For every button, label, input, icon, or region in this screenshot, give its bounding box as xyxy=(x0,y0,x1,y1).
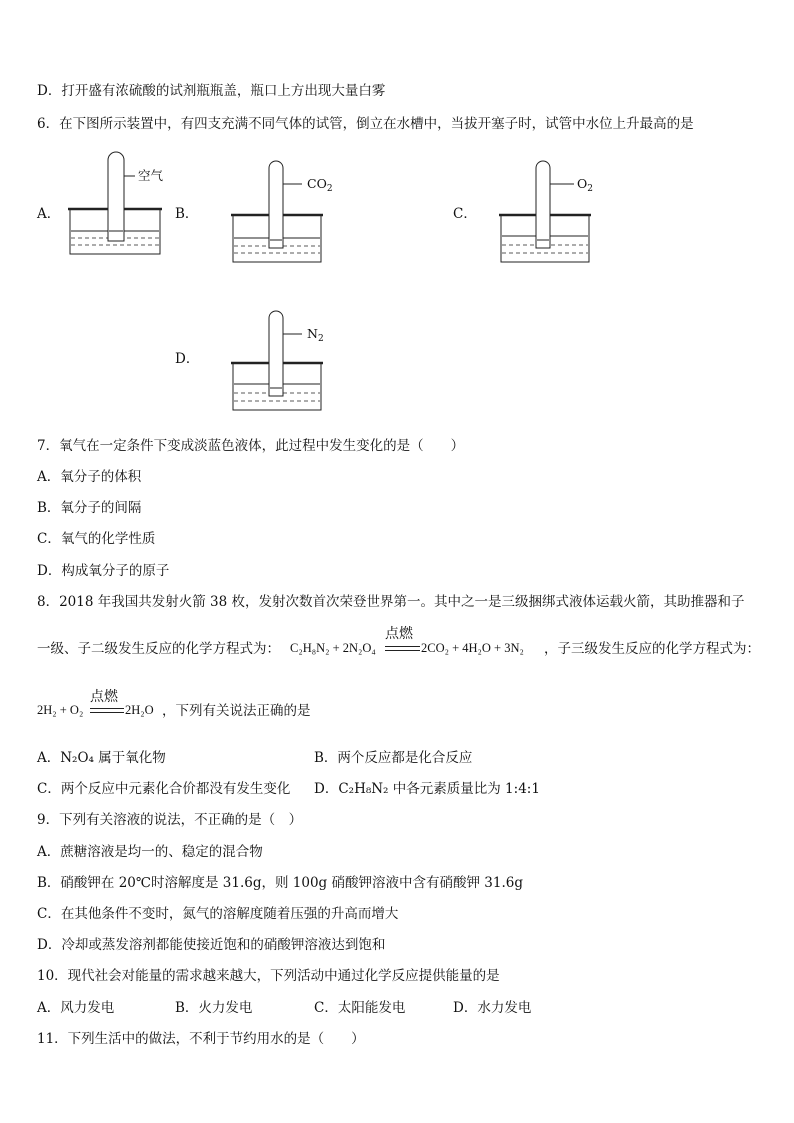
q10-option-c: C．太阳能发电 xyxy=(314,1000,406,1016)
q8-stem-line3-suffix: ，下列有关说法正确的是 xyxy=(162,703,311,719)
apparatus-c-diagram xyxy=(496,156,596,266)
gas-label-a: 空气 xyxy=(138,168,164,183)
q10-option-b: B．火力发电 xyxy=(175,1000,253,1016)
q9-option-c: C．在其他条件不变时，氮气的溶解度随着压强的升高而增大 xyxy=(37,906,399,922)
q6-option-c-letter: C． xyxy=(453,206,477,222)
q8-stem-line1: 8．2018 年我国共发射火箭 38 枚，发射次数首次荣登世界第一。其中之一是三级捆绑式液体运载火箭，其助推器和子 xyxy=(37,594,745,610)
q6-option-b-letter: B． xyxy=(175,206,199,222)
q10-option-d: D．水力发电 xyxy=(453,1000,532,1016)
q9-stem: 9．下列有关溶液的说法，不正确的是（ ） xyxy=(37,812,303,828)
equation-1-condition: 点燃 xyxy=(385,626,413,642)
q9-option-d: D．冷却或蒸发溶剂都能使接近饱和的硝酸钾溶液达到饱和 xyxy=(37,937,386,953)
equation-2-products: 2H₂O xyxy=(125,703,154,717)
q7-option-a: A．氧分子的体积 xyxy=(37,469,142,485)
equation-2-sign xyxy=(90,708,124,713)
q9-option-a: A．蔗糖溶液是均一的、稳定的混合物 xyxy=(37,844,263,860)
q8-stem-line2-suffix: ，子三级发生反应的化学方程式为： xyxy=(544,641,760,657)
apparatus-b-diagram xyxy=(228,156,328,266)
q8-option-b: B．两个反应都是化合反应 xyxy=(314,750,473,766)
q6-option-a-letter: A． xyxy=(37,206,61,222)
q5-option-d: D．打开盛有浓硫酸的试剂瓶瓶盖，瓶口上方出现大量白雾 xyxy=(37,83,386,99)
q6-stem: 6．在下图所示装置中，有四支充满不同气体的试管，倒立在水槽中，当拔开塞子时，试管中水位上升最高的是 xyxy=(37,116,694,132)
gas-label-c: $O_2$ xyxy=(577,176,593,194)
equation-2-condition: 点燃 xyxy=(90,689,118,705)
q7-option-d: D．构成氧分子的原子 xyxy=(37,563,170,579)
q8-option-a: A．N₂O₄ 属于氧化物 xyxy=(37,750,166,766)
q7-option-b: B．氧分子的间隔 xyxy=(37,500,142,516)
q8-option-d: D．C₂H₈N₂ 中各元素质量比为 1:4:1 xyxy=(314,781,540,797)
apparatus-a-diagram xyxy=(65,148,175,258)
equation-2-reactants: 2H₂ + O₂ xyxy=(37,703,84,717)
q7-stem: 7．氧气在一定条件下变成淡蓝色液体，此过程中发生变化的是（ ） xyxy=(37,438,465,454)
gas-label-b: $CO_2$ xyxy=(307,176,333,194)
equation-1-products: 2CO₂ + 4H₂O + 3N₂ xyxy=(421,641,524,655)
q10-option-a: A．风力发电 xyxy=(37,1000,115,1016)
gas-label-d: $N_2$ xyxy=(307,326,324,344)
q8-option-c: C．两个反应中元素化合价都没有发生变化 xyxy=(37,781,291,797)
q7-option-c: C．氧气的化学性质 xyxy=(37,531,156,547)
q11-stem: 11．下列生活中的做法，不利于节约用水的是（ ） xyxy=(37,1031,365,1047)
equation-1-reactants: C₂H₈N₂ + 2N₂O₄ xyxy=(290,641,376,655)
apparatus-d-diagram xyxy=(228,306,328,416)
q6-option-d-letter: D． xyxy=(175,351,200,367)
q8-stem-line2-prefix: 一级、子二级发生反应的化学方程式为： xyxy=(37,641,280,657)
q10-stem: 10．现代社会对能量的需求越来越大，下列活动中通过化学反应提供能量的是 xyxy=(37,968,500,984)
q9-option-b: B．硝酸钾在 20℃时溶解度是 31.6g，则 100g 硝酸钾溶液中含有硝酸钾 31.6g xyxy=(37,875,523,891)
equation-1-sign xyxy=(385,646,420,651)
